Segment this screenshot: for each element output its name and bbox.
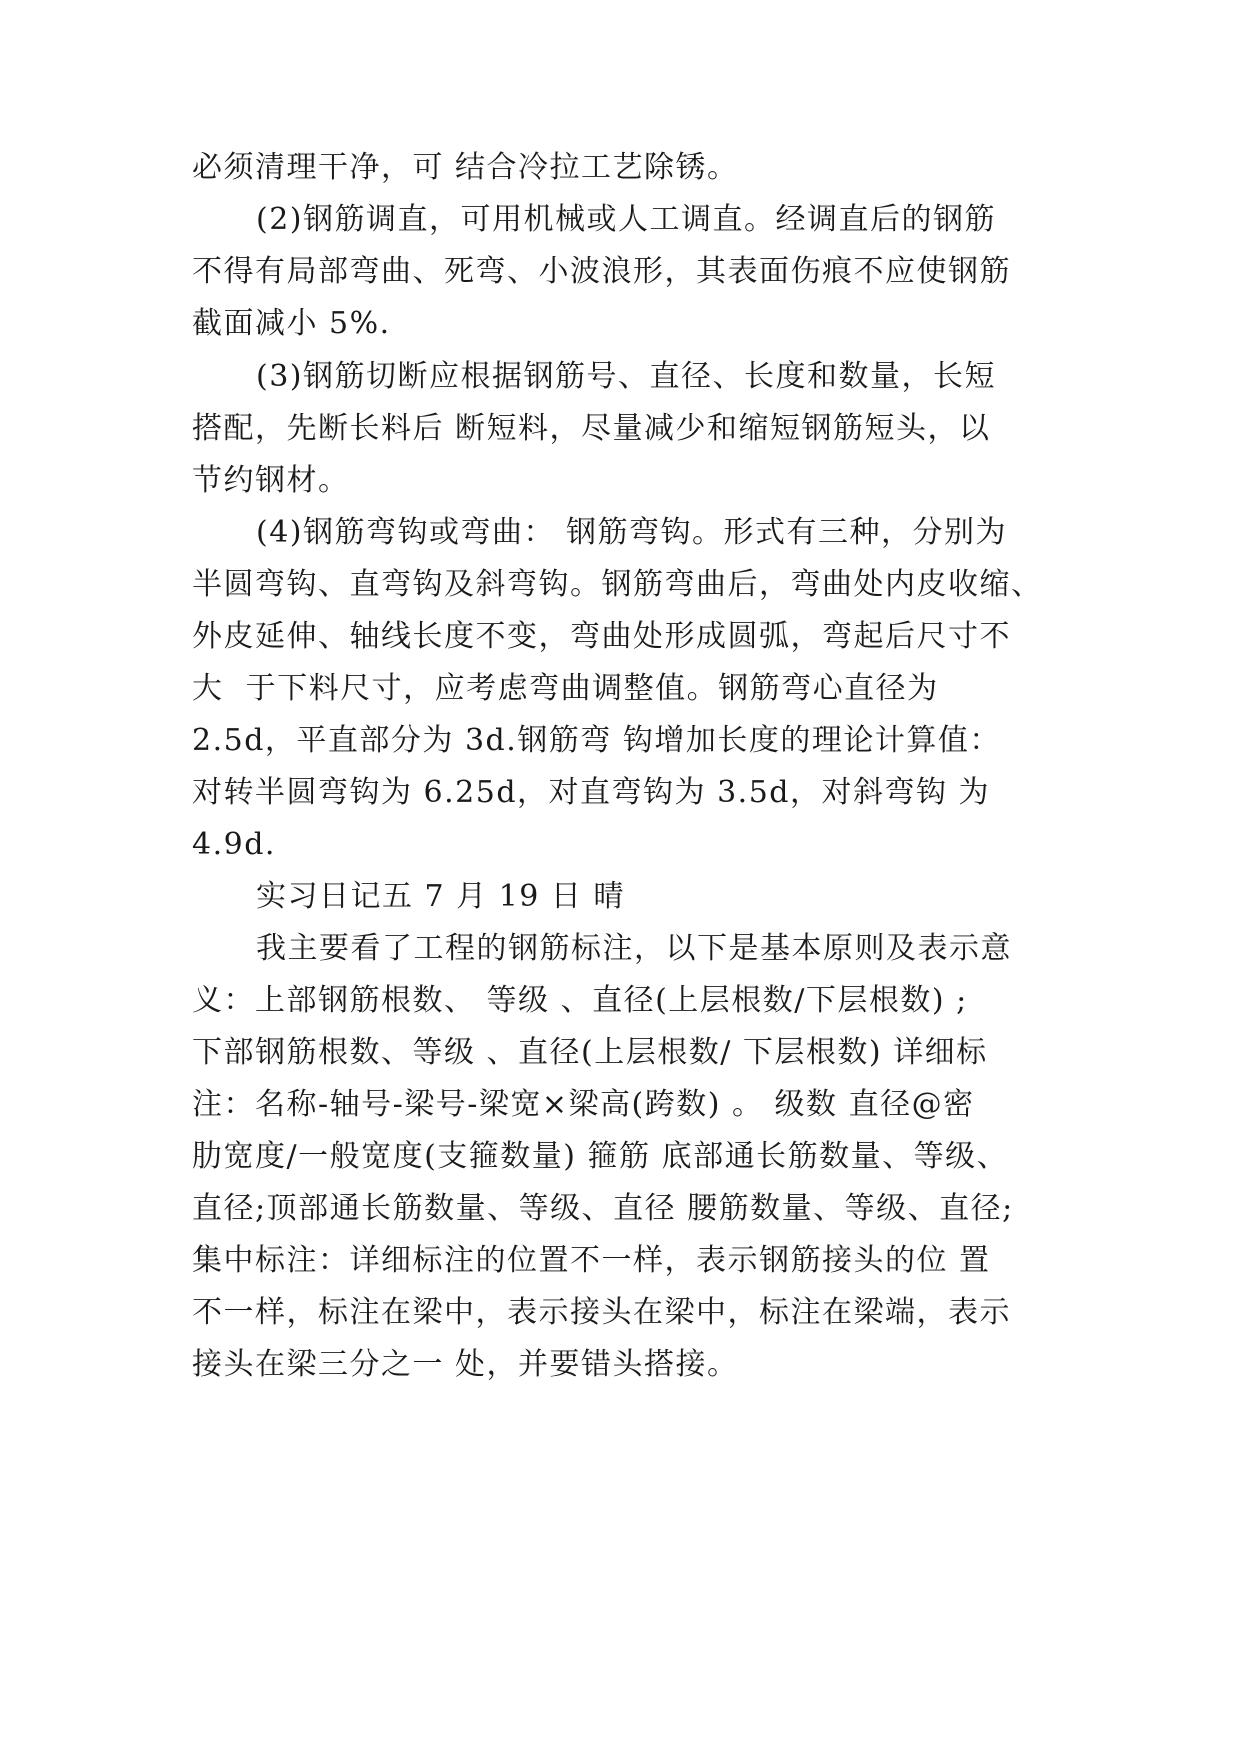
text-line: 集中标注：详细标注的位置不一样，表示钢筋接头的位 置 xyxy=(192,1243,991,1278)
text-line: 搭配，先断长料后 断短料，尽量减少和缩短钢筋短头，以 xyxy=(192,411,991,446)
text-line: 不一样，标注在梁中，表示接头在梁中，标注在梁端，表示 xyxy=(192,1295,1011,1330)
text-line: 2.5d，平直部分为 3d.钢筋弯 钩增加长度的理论计算值： xyxy=(192,723,1001,758)
text-line: 必须清理干净，可 结合冷拉工艺除锈。 xyxy=(192,150,739,185)
paragraph-diary-line: 我主要看了工程的钢筋标注，以下是基本原则及表示意 xyxy=(256,931,1012,966)
paragraph-2-line: (2)钢筋调直，可用机械或人工调直。经调直后的钢筋 xyxy=(256,202,996,237)
paragraph-3-line: (3)钢筋切断应根据钢筋号、直径、长度和数量，长短 xyxy=(256,359,996,394)
text-line: 不得有局部弯曲、死弯、小波浪形，其表面伤痕不应使钢筋 xyxy=(192,254,1011,289)
text-line: 大 于下料尺寸，应考虑弯曲调整值。钢筋弯心直径为 xyxy=(192,671,939,706)
text-line: 义：上部钢筋根数、 等级 、直径(上层根数/下层根数) ; xyxy=(192,983,968,1018)
text-line: 肋宽度/一般宽度(支箍数量) 箍筋 底部通长筋数量、等级、 xyxy=(192,1139,1009,1174)
text-line: 半圆弯钩、直弯钩及斜弯钩。钢筋弯曲后，弯曲处内皮收缩、 xyxy=(192,567,1043,602)
text-line: 直径;顶部通长筋数量、等级、直径 腰筋数量、等级、直径; xyxy=(192,1191,1014,1226)
text-line: 接头在梁三分之一 处，并要错头搭接。 xyxy=(192,1347,739,1382)
text-line: 节约钢材。 xyxy=(192,463,350,498)
text-line: 4.9d. xyxy=(192,827,276,862)
text-line: 注：名称-轴号-梁号-梁宽×梁高(跨数) 。 级数 直径@密 xyxy=(192,1087,975,1122)
paragraph-4-line: (4)钢筋弯钩或弯曲： 钢筋弯钩。形式有三种，分别为 xyxy=(256,515,1008,550)
text-line: 截面减小 5%. xyxy=(192,306,391,341)
text-line: 外皮延伸、轴线长度不变，弯曲处形成圆弧，弯起后尺寸不 xyxy=(192,619,1011,654)
text-line: 下部钢筋根数、等级 、直径(上层根数/ 下层根数) 详细标 xyxy=(192,1035,988,1070)
diary-heading: 实习日记五 7 月 19 日 晴 xyxy=(256,879,625,914)
text-line: 对转半圆弯钩为 6.25d，对直弯钩为 3.5d，对斜弯钩 为 xyxy=(192,775,991,810)
